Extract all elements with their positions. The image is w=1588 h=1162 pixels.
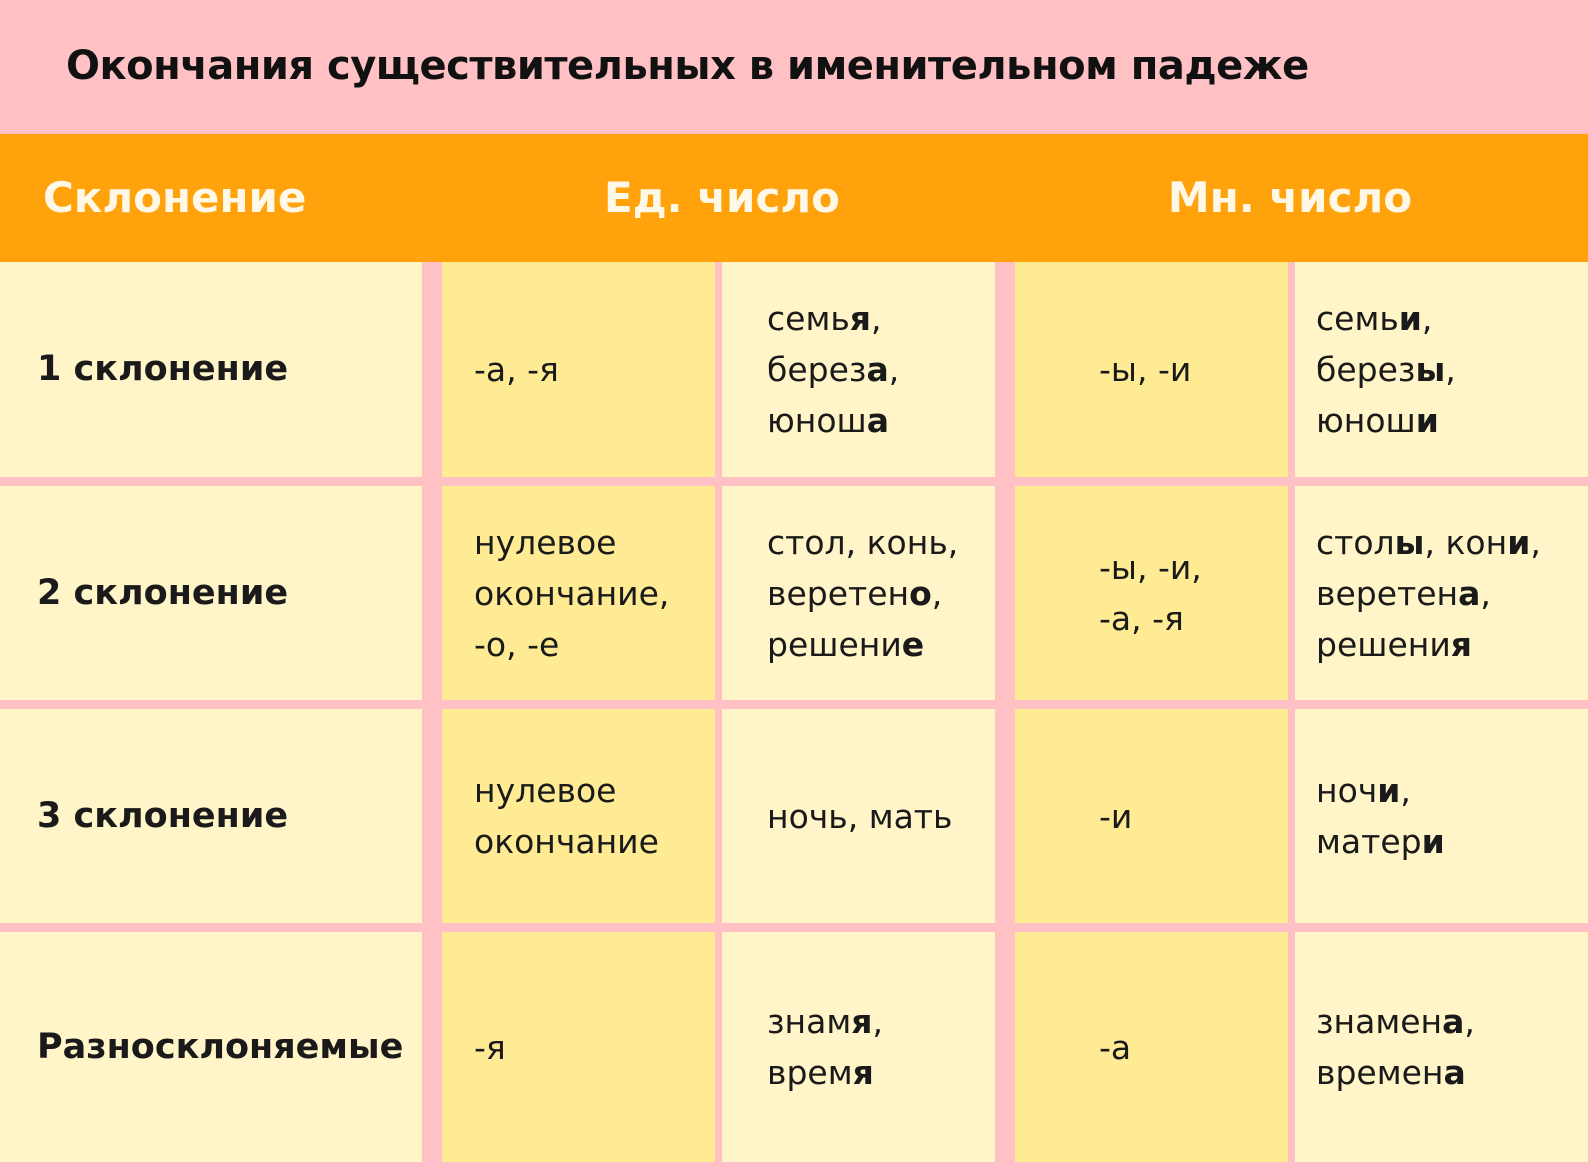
bold-ending: а	[866, 401, 890, 440]
row-2-plural-examples	[1295, 486, 1588, 700]
ending-line: -ы, -и,	[1099, 548, 1202, 587]
word-stem: ,	[1480, 573, 1491, 613]
row-4-plural-examples	[1295, 932, 1588, 1162]
word-stem: матер	[1316, 822, 1422, 861]
example-line	[767, 1047, 883, 1098]
word-stem: ,	[871, 299, 882, 338]
bold-ending: о	[909, 573, 932, 613]
header-singular-label: Ед. число	[604, 173, 840, 222]
row-2-plural-endings	[1015, 486, 1288, 700]
word-stem: времен	[1316, 1053, 1444, 1092]
row-3-singular-examples	[722, 709, 995, 923]
word-stem: ночь, мать	[767, 796, 953, 836]
singular-endings-text: -а, -я	[474, 350, 559, 389]
word-stem: ,	[931, 573, 943, 613]
bold-ending: а	[1442, 1002, 1465, 1041]
example-line	[1316, 395, 1456, 446]
row-4-plural-endings	[1015, 932, 1288, 1162]
word-stem: ,	[872, 1002, 883, 1041]
word-stem: юнош	[1316, 401, 1416, 440]
word-stem: берез	[767, 350, 867, 389]
declension-label: Разносклоняемые	[37, 1026, 404, 1067]
row-4-singular-endings	[442, 932, 715, 1162]
plural-examples-text	[1316, 765, 1445, 867]
example-line	[767, 791, 952, 842]
row-3-plural-examples	[1295, 709, 1588, 923]
bold-ending: и	[1507, 522, 1531, 562]
bold-ending: ы	[1415, 350, 1446, 389]
plural-endings-text: -а	[1099, 1027, 1132, 1067]
word-stem: знамен	[1316, 1002, 1443, 1041]
example-line	[1316, 619, 1541, 670]
word-stem: семь	[767, 299, 850, 338]
ending-line: -а, -я	[1099, 599, 1184, 638]
bold-ending: и	[1377, 771, 1401, 810]
bold-ending: ы	[1394, 522, 1425, 562]
word-stem: ,	[1530, 522, 1541, 562]
declension-label: 2 склонение	[37, 572, 289, 613]
singular-examples-text	[767, 293, 899, 446]
word-stem: ,	[1445, 350, 1456, 389]
example-line	[1316, 996, 1475, 1047]
page-title: Окончания существительных в именительном падеже	[66, 43, 1309, 89]
row-1-plural-endings	[1015, 262, 1288, 477]
example-line	[767, 395, 899, 446]
singular-endings-text	[474, 765, 659, 867]
title-band	[0, 0, 1588, 134]
example-line	[767, 344, 899, 395]
word-stem: ноч	[1316, 771, 1378, 810]
word-stem: ,	[888, 350, 900, 389]
example-line	[767, 517, 958, 568]
row-4-singular-examples	[722, 932, 995, 1162]
ending-line: окончание	[474, 822, 659, 861]
word-stem: веретен	[1316, 573, 1459, 613]
declension-label: 3 склонение	[37, 795, 289, 836]
row-3-declension	[0, 709, 422, 923]
row-1-plural-examples	[1295, 262, 1588, 477]
plural-endings-text: -ы, -и	[1099, 350, 1192, 389]
word-stem: стол	[1316, 522, 1395, 562]
ending-line: окончание,	[474, 573, 670, 613]
row-1-singular-examples	[722, 262, 995, 477]
row-3-singular-endings	[442, 709, 715, 923]
word-stem: врем	[767, 1053, 853, 1092]
row-4-declension	[0, 932, 422, 1162]
bold-ending: и	[1415, 401, 1439, 440]
header-declension	[43, 134, 306, 262]
word-stem: ,	[1464, 1002, 1475, 1041]
row-1-singular-endings	[442, 262, 715, 477]
example-line	[1316, 568, 1541, 619]
word-stem: семь	[1316, 299, 1399, 338]
row-3-plural-endings	[1015, 709, 1288, 923]
singular-endings-text: -я	[474, 1027, 506, 1067]
plural-examples-text	[1316, 517, 1541, 670]
plural-examples-text	[1316, 996, 1475, 1098]
bold-ending: а	[866, 350, 889, 389]
singular-examples-text	[767, 996, 883, 1098]
word-stem: ,	[1421, 299, 1433, 338]
example-line	[767, 568, 958, 619]
example-line	[1316, 344, 1456, 395]
example-line	[1316, 816, 1445, 867]
plural-examples-text	[1316, 293, 1456, 446]
bold-ending: и	[1421, 822, 1445, 861]
row-2-declension	[0, 486, 422, 700]
singular-examples-text	[767, 791, 952, 842]
example-line	[767, 619, 958, 670]
word-stem: берез	[1316, 350, 1416, 389]
example-line	[1316, 765, 1445, 816]
header-plural-label: Мн. число	[1167, 173, 1413, 222]
bold-ending: я	[1450, 624, 1472, 664]
example-line	[1316, 1047, 1475, 1098]
word-stem: ,	[1400, 771, 1411, 810]
word-stem: юнош	[767, 401, 867, 440]
example-line	[1316, 293, 1456, 344]
declension-label: 1 склонение	[37, 349, 289, 389]
singular-endings-text	[474, 517, 669, 670]
example-line	[767, 996, 883, 1047]
word-stem: решени	[767, 624, 902, 664]
ending-line: нулевое	[474, 771, 617, 810]
word-stem: знам	[767, 1002, 852, 1041]
singular-examples-text	[767, 517, 958, 670]
bold-ending: а	[1443, 1053, 1466, 1092]
word-stem: , кон	[1424, 522, 1508, 562]
word-stem: решени	[1316, 624, 1451, 664]
row-2-singular-examples	[722, 486, 995, 700]
ending-line: нулевое	[474, 522, 617, 562]
bold-ending: я	[852, 1053, 874, 1092]
plural-endings-text: -и	[1099, 796, 1133, 836]
ending-line: -о, -е	[474, 624, 560, 664]
bold-ending: и	[1398, 299, 1422, 338]
example-line	[767, 293, 899, 344]
row-2-singular-endings	[442, 486, 715, 700]
plural-endings-text	[1099, 542, 1202, 644]
bold-ending: я	[851, 1002, 873, 1041]
header-declension-label: Склонение	[43, 173, 307, 222]
example-line	[1316, 517, 1541, 568]
word-stem: веретен	[767, 573, 910, 613]
row-1-declension	[0, 262, 422, 477]
word-stem: стол, конь,	[767, 522, 959, 562]
bold-ending: я	[849, 299, 871, 338]
table-header	[0, 134, 1588, 262]
bold-ending: е	[901, 624, 925, 664]
bold-ending: а	[1458, 573, 1481, 613]
